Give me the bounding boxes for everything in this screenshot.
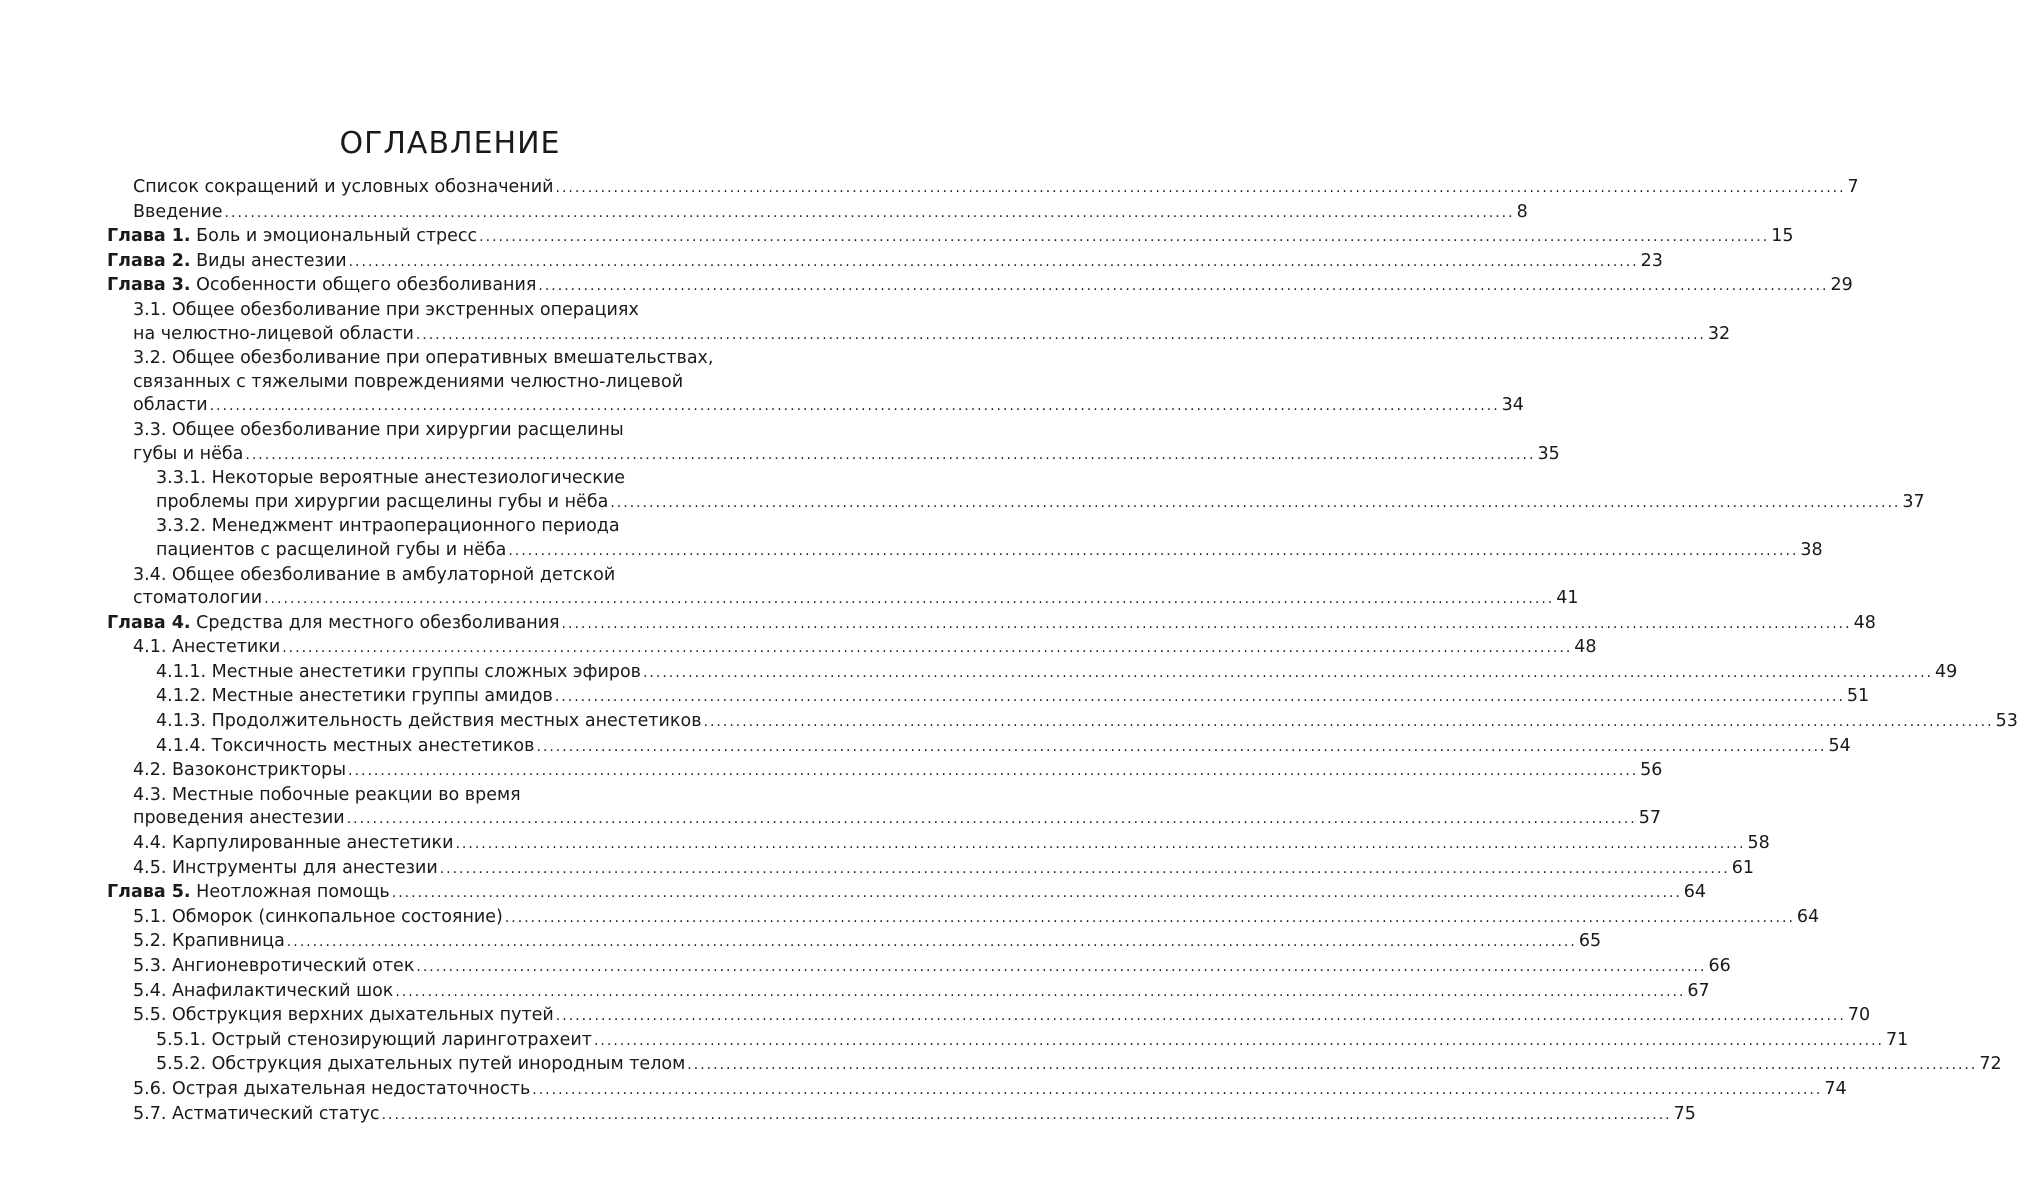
toc-entry[interactable] [133,1078,1847,1103]
dot-leader: ........................................................................................................................................................................................................ [538,278,1829,295]
toc-entry-text: Боль и эмоциональный стресс [196,226,478,247]
toc-entry-text: проблемы при хирургии расщелины губы и нёба [156,491,609,512]
dot-leader: ........................................................................................................................................................................................................ [264,591,1555,608]
page-number: 49 [1935,661,1958,682]
dot-leader: ........................................................................................................................................................................................................ [532,1081,1823,1098]
toc-entry-title [133,394,208,418]
page-number: 34 [1501,395,1524,416]
toc-entry-title [107,612,560,636]
dot-leader: ........................................................................................................................................................................................................ [391,885,1682,902]
toc-entry-text: связанных с тяжелыми повреждениями челюстно-лицевой [133,371,684,392]
page-number: 61 [1731,857,1755,878]
toc-entry-title [133,930,285,954]
page-number: 48 [1853,612,1876,633]
dot-leader: ........................................................................................................................................................................................................ [282,640,1573,657]
page-number: 48 [1574,637,1597,658]
toc-entry[interactable] [133,564,1579,612]
toc-entry[interactable] [156,1029,1909,1054]
toc-entry-title [133,807,345,831]
toc-entry-text: 5.5. Обструкция верхних дыхательных путей [133,1005,554,1026]
toc-entry-title [107,250,347,274]
toc-entry-text: 3.3. Общее обезболивание при хирургии расщелины [133,419,624,440]
toc-entry-text: 5.1. Обморок (синкопальное состояние) [133,906,503,927]
dot-leader: ........................................................................................................................................................................................................ [439,860,1730,877]
chapter-label: Глава 1. [107,226,191,247]
page-number: 75 [1673,1103,1696,1124]
dot-leader: ........................................................................................................................................................................................................ [554,689,1845,706]
toc-entry-title [156,1053,685,1077]
toc-entry-title [107,274,536,298]
toc-entry[interactable] [133,636,1597,661]
toc-entry[interactable] [107,612,1876,637]
toc-entry[interactable] [107,274,1853,299]
dot-leader: ........................................................................................................................................................................................................ [561,615,1852,632]
page-number: 65 [1578,931,1602,952]
page-number: 32 [1707,323,1731,344]
toc-entry-text: 3.3.2. Менеджмент интраоперационного периода [156,516,620,537]
page-number: 74 [1824,1078,1847,1099]
toc-entry-text: Список сокращений и условных обозначений [133,177,554,197]
toc-entry-text: области [133,395,208,416]
toc-entry-title [156,685,553,709]
toc-entry-text: 3.4. Общее обезболивание в амбулаторной детской [133,564,616,585]
toc-entry-text: стоматологии [133,588,263,609]
toc-entry-title [133,201,223,225]
toc-entry-text: 4.4. Карпулированные анестетики [133,833,454,854]
dot-leader: ........................................................................................................................................................................................................ [286,934,1577,951]
toc-entry[interactable] [156,661,1958,686]
toc-entry-text: 4.5. Инструменты для анестезии [133,857,438,878]
toc-entry-text: 5.2. Крапивница [133,931,285,952]
toc-entry-text: 5.5.1. Острый стенозирующий ларинготрахеит [156,1029,592,1050]
chapter-label: Глава 4. [107,612,191,633]
toc-entry-title [133,980,393,1004]
toc-entry[interactable] [107,250,1663,275]
toc-entry[interactable] [156,1053,2002,1078]
toc-entry[interactable] [156,467,1925,515]
dot-leader: ........................................................................................................................................................................................................ [687,1057,1978,1074]
toc-entry-text: 4.1.4. Токсичность местных анестетиков [156,735,535,756]
toc-entry-text: 4.1. Анестетики [133,637,281,658]
page-number: 29 [1830,275,1853,296]
toc-entry-title [133,323,414,347]
toc-entry[interactable] [133,347,1524,419]
page-number: 35 [1537,443,1560,464]
page-number: 71 [1886,1029,1909,1050]
toc-entry-text: Неотложная помощь [196,882,390,903]
dot-leader: ........................................................................................................................................................................................................ [348,253,1639,270]
toc-entry-text: 5.3. Ангионевротический отек [133,956,415,976]
toc-entry-text: Средства для местного обезболивания [196,612,560,633]
dot-leader: ........................................................................................................................................................................................................ [245,446,1536,463]
toc-entry-title [133,759,346,783]
toc-entry[interactable] [156,735,1851,760]
dot-leader: ........................................................................................................................................................................................................ [479,229,1770,246]
dot-leader: ........................................................................................................................................................................................................ [209,398,1500,415]
toc-entry-text: на челюстно-лицевой области [133,323,414,344]
page-number: 7 [1847,177,1859,197]
toc-entry[interactable] [133,1004,1871,1029]
toc-entry-title [133,906,503,930]
dot-leader: ........................................................................................................................................................................................................ [610,494,1901,511]
dot-leader: ........................................................................................................................................................................................................ [346,811,1637,828]
dot-leader: ........................................................................................................................................................................................................ [224,204,1515,221]
toc-entry-title [133,955,414,979]
dot-leader: ........................................................................................................................................................................................................ [703,714,1994,731]
toc-entry-text: 3.3.1. Некоторые вероятные анестезиологические [156,468,626,489]
toc-entry-title [133,1078,530,1102]
toc-entry[interactable] [107,881,1707,906]
toc-entry-title [133,587,262,611]
toc-entry[interactable] [156,515,1823,563]
dot-leader: ........................................................................................................................................................................................................ [415,326,1706,343]
toc-entry-text: 4.1.1. Местные анестетики группы сложных эфиров [156,661,641,682]
toc-entry[interactable] [133,419,1560,467]
toc-entry-title [156,735,534,759]
toc-entry-text: 4.1.3. Продолжительность действия местных анестетиков [156,711,702,732]
page-number: 66 [1708,956,1731,976]
page-number: 23 [1640,250,1663,271]
page-title: ОГЛАВЛЕНИЕ [339,126,561,161]
page-number: 51 [1846,686,1870,707]
toc-entry-text: 3.2. Общее обезболивание при оперативных вмешательствах, [133,348,714,369]
toc-entry-title [156,1029,592,1053]
toc-entry-text: 3.1. Общее обезболивание при экстренных операциях [133,299,639,320]
dot-leader: ........................................................................................................................................................................................................ [536,738,1827,755]
toc-entry-title [133,636,280,660]
dot-leader: ........................................................................................................................................................................................................ [504,909,1795,926]
toc-entry-text: 5.5.2. Обструкция дыхательных путей инородным телом [156,1054,686,1075]
page-number: 64 [1796,906,1820,927]
toc-entry-title [133,1103,380,1127]
page-number: 56 [1640,760,1663,781]
page-number: 8 [1516,201,1528,222]
toc-entry-text: проведения анестезии [133,808,345,829]
toc-entry-title [156,539,506,563]
toc-entry-text: Особенности общего обезболивания [196,275,537,296]
toc-entry-text: 5.4. Анафилактический шок [133,980,394,1001]
page-number: 41 [1556,588,1579,609]
chapter-label: Глава 2. [107,250,191,271]
toc-entry-title [156,710,702,734]
toc-entry[interactable] [133,955,1731,980]
toc-entry-title [133,832,453,856]
page-number: 64 [1683,882,1707,903]
toc-entry[interactable] [133,784,1662,832]
page-number: 38 [1800,539,1823,560]
dot-leader: ........................................................................................................................................................................................................ [395,983,1686,1000]
toc-entry-title [133,857,438,881]
toc-entry[interactable] [133,201,1528,226]
toc-entry[interactable] [133,176,1859,201]
chapter-label: Глава 3. [107,275,191,296]
toc-entry[interactable] [156,710,2018,735]
dot-leader: ........................................................................................................................................................................................................ [348,763,1639,780]
toc-entry-title [107,225,477,249]
toc-entry[interactable] [156,685,1870,710]
toc-entry[interactable] [133,980,1710,1005]
dot-leader: ........................................................................................................................................................................................................ [555,180,1846,196]
dot-leader: ........................................................................................................................................................................................................ [455,836,1746,853]
dot-leader: ........................................................................................................................................................................................................ [642,664,1934,681]
page-number: 53 [1995,711,2018,732]
dot-leader: ........................................................................................................................................................................................................ [593,1032,1885,1049]
toc-entry-text: 4.3. Местные побочные реакции во время [133,784,521,805]
page-number: 70 [1847,1005,1871,1026]
toc-entry-title [133,443,243,467]
page-number: 58 [1747,833,1770,854]
page-number: 72 [1979,1054,2002,1075]
toc-entry[interactable] [133,832,1770,857]
dot-leader: ........................................................................................................................................................................................................ [508,542,1799,559]
page-number: 57 [1638,808,1662,829]
toc-entry-title [133,176,554,200]
toc-entry[interactable] [133,299,1731,347]
toc-entry-title [156,491,608,515]
table-of-contents [0,176,2018,1127]
toc-entry[interactable] [107,225,1794,250]
toc-entry-text: губы и нёба [133,443,244,464]
toc-entry-title [107,881,390,905]
toc-entry-text: 5.7. Астматический статус [133,1103,380,1124]
toc-entry-text: Введение [133,201,223,222]
toc-entry[interactable] [133,1103,1696,1128]
dot-leader: ........................................................................................................................................................................................................ [381,1106,1672,1123]
page-number: 54 [1828,735,1851,756]
toc-entry-text: 4.2. Вазоконстрикторы [133,760,347,781]
toc-entry[interactable] [133,759,1663,784]
toc-entry-title [156,661,641,685]
chapter-label: Глава 5. [107,882,191,903]
toc-entry[interactable] [133,930,1602,955]
toc-entry[interactable] [133,906,1820,931]
page-number: 67 [1687,980,1710,1001]
dot-leader: ........................................................................................................................................................................................................ [555,1008,1846,1025]
toc-entry-text: пациентов с расщелиной губы и нёба [156,539,507,560]
toc-entry-title [133,1004,554,1028]
page-number: 15 [1771,226,1794,247]
dot-leader: ........................................................................................................................................................................................................ [416,959,1707,975]
page-number: 37 [1902,491,1925,512]
toc-entry-text: 4.1.2. Местные анестетики группы амидов [156,686,553,707]
toc-entry-text: 5.6. Острая дыхательная недостаточность [133,1078,531,1099]
toc-entry[interactable] [133,857,1755,882]
toc-entry-text: Виды анестезии [196,250,347,271]
